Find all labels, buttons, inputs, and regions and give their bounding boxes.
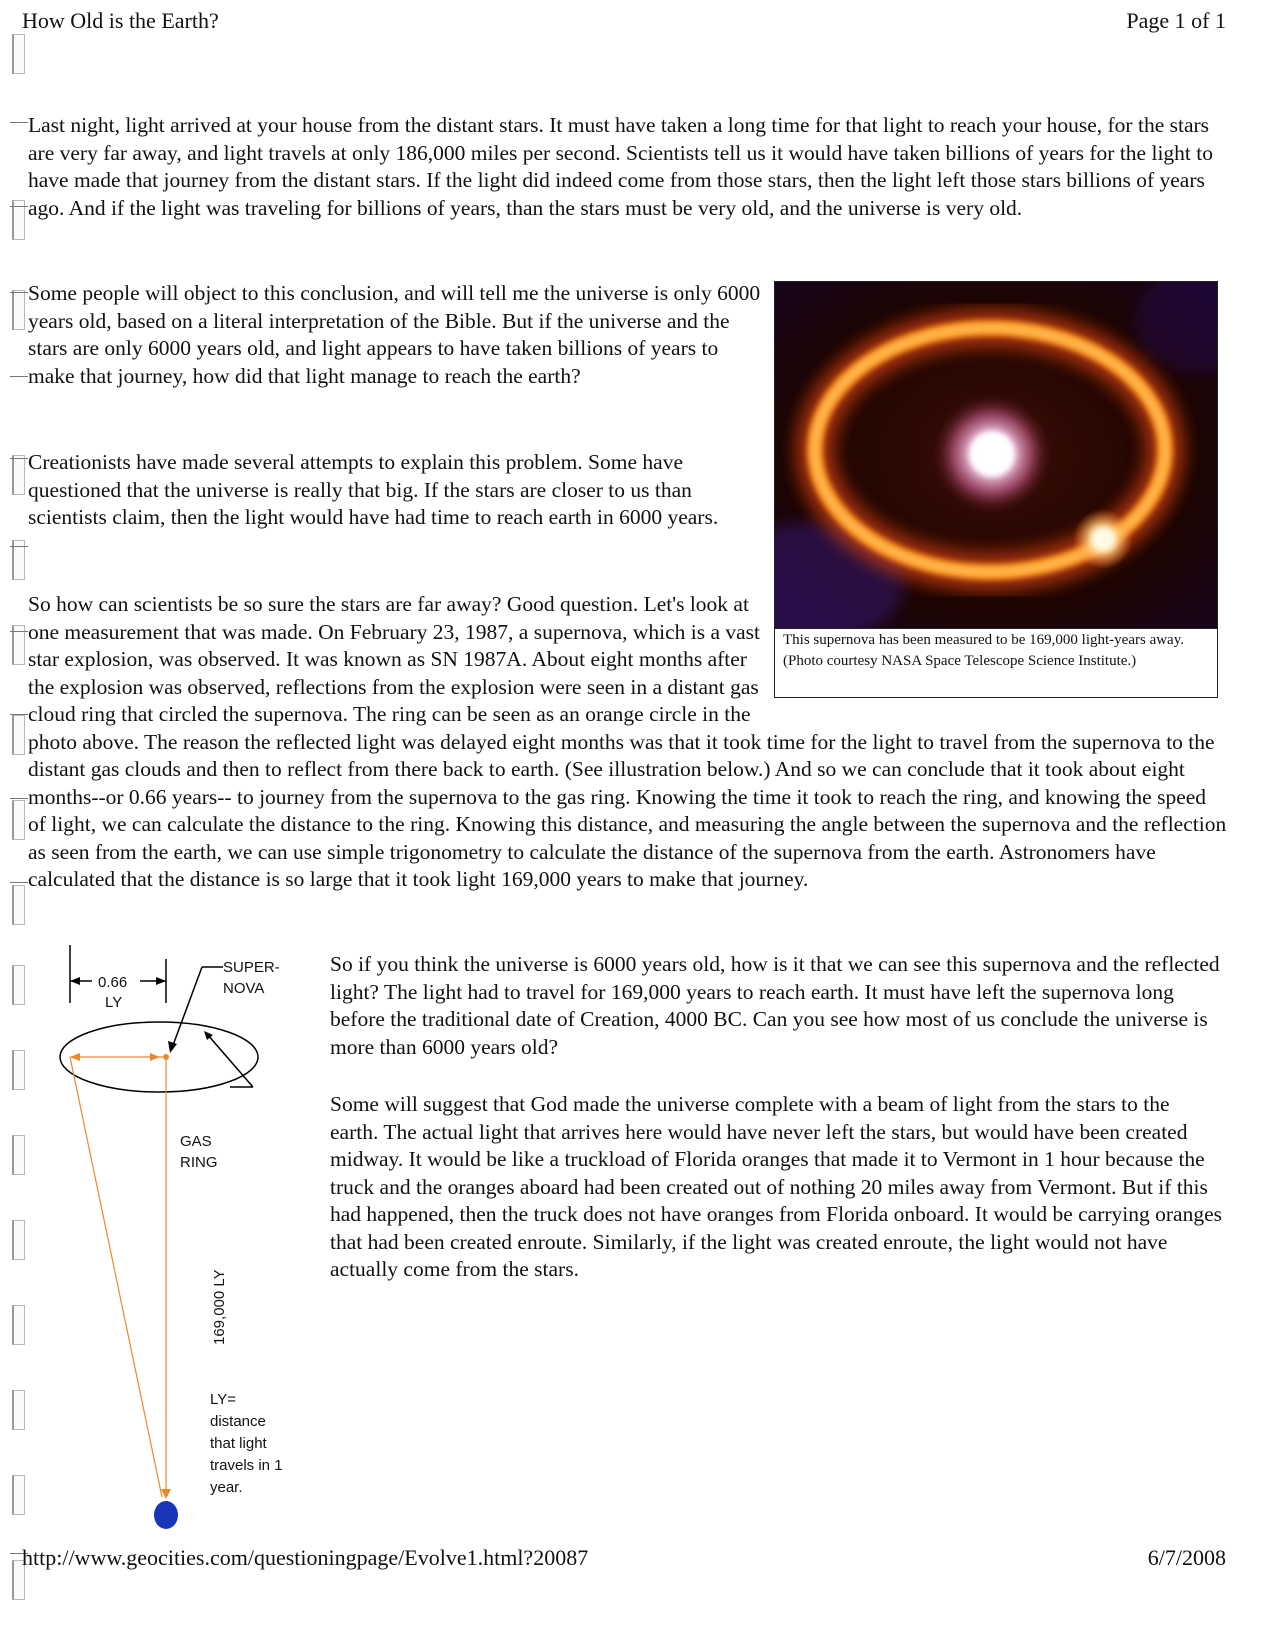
source-url[interactable]: http://www.geocities.com/questioningpage/Evolve1.html?20087 [22,1545,589,1570]
earth-dot [154,1501,178,1529]
paragraph-measurement: So how can scientists be so sure the stars are far away? Good question. Let's look at one measurement that was made. On February 23, 1987, a supernova, which is a vast star explosion, was observed. It was known as SN 1987A. About eight months after the explosion was observed, reflections from the explosion were seen in a distant gas cloud ring that circled the supernova. The ring can be seen as an orange circle in the photo above. The reason the reflected light was delayed eight months was that it took time for the light to travel from the supernova to the distant gas clouds and then to reflect from there back to earth. (See illustration below.) And so we can conclude that it took about eight months--or 0.66 years-- to journey from the supernova to the gas ring. Knowing the time it took to reach the ring, and knowing the speed of light, we can calculate the distance to the ring. Knowing this distance, and measuring the angle between the supernova and the reflection as seen from the earth, we can use simple trigonometry to calculate the distance of the supernova from the earth. Astronomers have calculated that the distance is so large that it took light 169,000 years to make that journey. [28,592,1227,891]
legend-line-4: travels in 1 [210,1457,283,1474]
width-unit-label: LY [105,994,123,1011]
distance-label: 169,000 LY [211,1269,228,1345]
supernova-image [775,282,1217,629]
paragraph-creationists: Creationists have made several attempts to explain this problem. Some have questioned that the universe is really that big. If the stars are closer to us than scientists claim, then the light would have had time to reach earth in 6000 years. [28,450,719,529]
print-date: 6/7/2008 [1147,1545,1226,1570]
supernova-label-2: NOVA [223,980,265,997]
supernova-diagram [0,945,310,1540]
supernova-photo [774,281,1218,630]
supernova-label: SUPER- [223,959,280,976]
paragraph-intro: Last night, light arrived at your house from the distant stars. It must have taken a long time for that light to reach your house, for the stars are very far away, and light travels at only 186,000 miles per second. Scientists tell us it would have taken billions of years for the light to have made that journey from the distant stars. If the light did indeed come from those stars, then the light left those stars billions of years ago. And if the light was traveling for billions of years, than the stars must be very old, and the universe is very old. [28,113,1213,220]
photo-caption: This supernova has been measured to be 169,000 light-years away. (Photo courtesy NASA Space Telescope Science Institute.) [774,628,1218,698]
legend-line-2: distance [210,1413,266,1430]
legend-line-5: year. [210,1479,243,1496]
gas-ring-label: GAS [180,1133,212,1150]
paragraph-oranges: Some will suggest that God made the universe complete with a beam of light from the stars to the earth. The actual light that arrives here would have never left the stars, but would have been created midway. It would be like a truckload of Florida oranges that made it to Vermont in 1 hour because the truck and the oranges aboard had been created out of nothing 20 miles away from Vermont. But if this had happened, then the truck does not have oranges from Florida onboard. It would be carrying oranges that had been created enroute. Similarly, if the light was created enroute, the light would not have actually come from the stars. [330,1092,1222,1281]
paragraph-objection: Some people will object to this conclusion, and will tell me the universe is only 6000 years old, based on a literal interpretation of the Bible. But if the universe and the stars are only 6000 years old, and light appears to have taken billions of years to make that journey, how did that light manage to reach the earth? [28,281,761,388]
width-label: 0.66 [98,974,128,991]
legend-line-1: LY= [210,1391,236,1408]
page-title: How Old is the Earth? [22,8,219,33]
legend-line-3: that light [210,1435,267,1452]
supernova-point [163,1054,169,1060]
page-number: Page 1 of 1 [1126,8,1226,33]
paragraph-conclusion: So if you think the universe is 6000 years old, how is it that we can see this supernova and the reflected light? The light had to travel for 169,000 years to reach earth. It must have left the supernova long before the traditional date of Creation, 4000 BC. Can you see how most of us conclude the universe is more than 6000 years old? [330,952,1220,1059]
gas-ring-label-2: RING [180,1154,218,1171]
